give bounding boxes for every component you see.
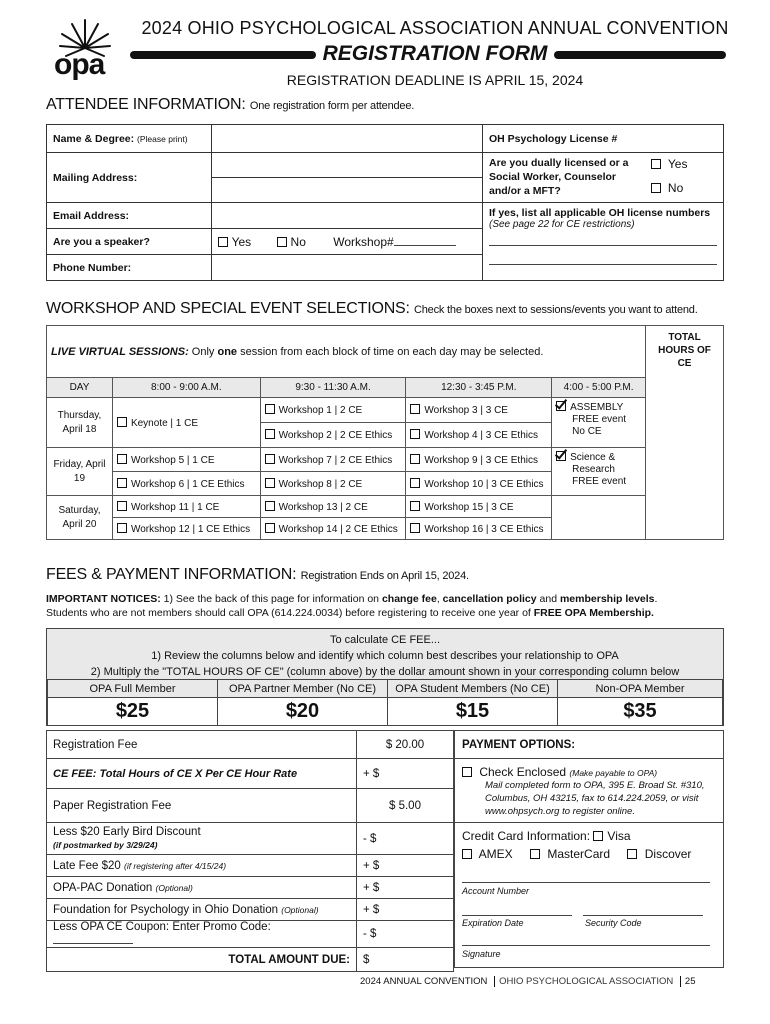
workshop-subheading: Check the boxes next to sessions/events you want to attend. bbox=[414, 304, 698, 316]
fee-paper-label: Paper Registration Fee bbox=[47, 789, 357, 823]
day-saturday: Saturday, April 20 bbox=[47, 496, 113, 540]
fee-ce-label: CE FEE: Total Hours of CE X Per CE Hour Rate bbox=[47, 759, 357, 789]
logo-text: opa bbox=[54, 48, 105, 81]
checked-checkbox-icon[interactable] bbox=[556, 451, 566, 461]
footer-association: OHIO PSYCHOLOGICAL ASSOCIATION bbox=[499, 976, 674, 987]
session-keynote[interactable]: Keynote | 1 CE bbox=[112, 398, 260, 448]
session-w14[interactable]: Workshop 14 | 2 CE Ethics bbox=[260, 518, 406, 540]
signature-label: Signature bbox=[462, 949, 501, 959]
convention-title: 2024 OHIO PSYCHOLOGICAL ASSOCIATION ANNUAL CONVENTION bbox=[141, 18, 729, 38]
fee-foundation-value[interactable]: + $ bbox=[357, 899, 454, 921]
speaker-yes-option[interactable]: Yes bbox=[218, 235, 252, 249]
tier-student-label: OPA Student Members (No CE) bbox=[388, 680, 558, 698]
checkbox-icon[interactable] bbox=[410, 404, 420, 414]
fee-ce-value[interactable]: + $ bbox=[357, 759, 454, 789]
workshop-number-field[interactable] bbox=[394, 234, 456, 246]
discover-option[interactable]: Discover bbox=[627, 847, 691, 861]
sessions-table bbox=[46, 325, 724, 540]
checkbox-icon[interactable] bbox=[265, 429, 275, 439]
col-8am: 8:00 - 9:00 A.M. bbox=[112, 378, 260, 398]
fee-table bbox=[46, 730, 454, 972]
total-due-value[interactable]: $ bbox=[357, 948, 454, 972]
checkbox-icon[interactable] bbox=[265, 454, 275, 464]
session-science[interactable]: Science & Research FREE event bbox=[552, 448, 646, 496]
fee-coupon-value[interactable]: - $ bbox=[357, 921, 454, 948]
license-line-2[interactable] bbox=[489, 249, 717, 265]
fee-late-value[interactable]: + $ bbox=[357, 855, 454, 877]
form-title: REGISTRATION FORM bbox=[322, 42, 548, 65]
checkbox-icon[interactable] bbox=[410, 501, 420, 511]
checkbox-icon[interactable] bbox=[117, 454, 127, 464]
session-w9[interactable]: Workshop 9 | 3 CE Ethics bbox=[406, 448, 552, 472]
fee-pac-value[interactable]: + $ bbox=[357, 877, 454, 899]
tier-partner-price: $20 bbox=[218, 698, 388, 726]
tier-table bbox=[47, 679, 723, 726]
fee-foundation-label: Foundation for Psychology in Ohio Donation bbox=[53, 903, 279, 916]
checkbox-icon[interactable] bbox=[593, 831, 603, 841]
attendee-heading: ATTENDEE INFORMATION: One registration form per attendee. bbox=[46, 96, 415, 113]
checkbox-icon[interactable] bbox=[117, 478, 127, 488]
checkbox-icon[interactable] bbox=[410, 429, 420, 439]
expiration-label: Expiration Date bbox=[462, 918, 524, 928]
session-w5[interactable]: Workshop 5 | 1 CE bbox=[112, 448, 260, 472]
checkbox-icon[interactable] bbox=[265, 478, 275, 488]
fees-heading: FEES & PAYMENT INFORMATION: Registration Ends on April 15, 2024. bbox=[46, 566, 469, 583]
mailing-field-2[interactable] bbox=[211, 178, 482, 203]
checkbox-icon[interactable] bbox=[117, 417, 127, 427]
checkbox-icon[interactable] bbox=[410, 523, 420, 533]
empty-cell bbox=[552, 496, 646, 540]
phone-field[interactable] bbox=[211, 255, 482, 281]
col-1230pm: 12:30 - 3:45 P.M. bbox=[406, 378, 552, 398]
fee-late-label: Late Fee $20 bbox=[53, 859, 121, 872]
license-label: OH Psychology License # bbox=[488, 132, 618, 145]
visa-option[interactable]: Visa bbox=[593, 829, 630, 843]
signature-field[interactable] bbox=[462, 932, 710, 946]
col-day: DAY bbox=[47, 378, 113, 398]
speaker-label: Are you a speaker? bbox=[47, 229, 212, 255]
fee-early-note: (if postmarked by 3/29/24) bbox=[53, 839, 158, 850]
email-field[interactable] bbox=[211, 203, 482, 229]
checkbox-icon[interactable] bbox=[117, 523, 127, 533]
account-number-field[interactable] bbox=[462, 869, 710, 883]
checked-checkbox-icon[interactable] bbox=[556, 401, 566, 411]
page-footer bbox=[360, 976, 696, 987]
fee-foundation-note: (Optional) bbox=[281, 904, 319, 915]
checkbox-icon[interactable] bbox=[410, 454, 420, 464]
fee-registration-label: Registration Fee bbox=[47, 731, 357, 759]
fee-registration-value: $ 20.00 bbox=[357, 731, 454, 759]
ce-calculation-box bbox=[46, 628, 724, 726]
mail-instructions: Mail completed form to OPA, 395 E. Broad St. #310, Columbus, OH 43215, fax to 614.224.2059, or visit www.ohpsych.org to register online. bbox=[485, 780, 705, 817]
mailing-field-1[interactable] bbox=[211, 153, 482, 178]
fee-early-label: Less $20 Early Bird Discount bbox=[53, 825, 201, 838]
tier-partner-label: OPA Partner Member (No CE) bbox=[218, 680, 388, 698]
phone-label: Phone Number: bbox=[47, 255, 212, 281]
security-code-field[interactable] bbox=[583, 902, 703, 916]
checkbox-icon[interactable] bbox=[462, 767, 472, 777]
session-w7[interactable]: Workshop 7 | 2 CE Ethics bbox=[260, 448, 406, 472]
day-thursday: Thursday, April 18 bbox=[47, 398, 113, 448]
workshop-number-label: Workshop# bbox=[333, 235, 394, 249]
fee-coupon-label: Less OPA CE Coupon: Enter Promo Code: bbox=[53, 921, 271, 933]
session-w12[interactable]: Workshop 12 | 1 CE Ethics bbox=[112, 518, 260, 540]
fee-late-note: (if registering after 4/15/24) bbox=[123, 860, 227, 871]
promo-code-field[interactable] bbox=[53, 933, 133, 944]
session-assembly[interactable]: ASSEMBLY FREE event No CE bbox=[552, 398, 646, 448]
security-code-label: Security Code bbox=[585, 918, 642, 928]
session-w16[interactable]: Workshop 16 | 3 CE Ethics bbox=[406, 518, 552, 540]
credit-card-label: Credit Card Information: bbox=[462, 829, 591, 843]
dual-license-question: Are you dually licensed or a Social Worker, Counselor and/or a MFT? bbox=[488, 157, 629, 197]
total-due-label: TOTAL AMOUNT DUE: bbox=[47, 948, 357, 972]
payment-title: PAYMENT OPTIONS: bbox=[455, 731, 723, 759]
calc-step-1: 1) Review the columns below and identify which column best describes your relationship to OPA bbox=[151, 650, 619, 662]
col-930am: 9:30 - 11:30 A.M. bbox=[260, 378, 406, 398]
checkbox-icon[interactable] bbox=[265, 501, 275, 511]
tier-nonmember-price: $35 bbox=[558, 698, 723, 726]
session-w1[interactable]: Workshop 1 | 2 CE bbox=[260, 398, 406, 423]
session-w13[interactable]: Workshop 13 | 2 CE bbox=[260, 496, 406, 518]
fee-early-value[interactable]: - $ bbox=[357, 823, 454, 855]
calc-step-2: 2) Multiply the "TOTAL HOURS OF CE" (column above) by the dollar amount shown in your corresponding column below bbox=[90, 666, 680, 678]
checkbox-icon[interactable] bbox=[218, 237, 228, 247]
fee-pac-note: (Optional) bbox=[155, 882, 193, 893]
checkbox-icon[interactable] bbox=[462, 849, 472, 859]
session-w8[interactable]: Workshop 8 | 2 CE bbox=[260, 472, 406, 496]
checkbox-icon[interactable] bbox=[651, 183, 661, 193]
day-friday: Friday, April 19 bbox=[47, 448, 113, 496]
checkbox-icon[interactable] bbox=[265, 523, 275, 533]
session-w10[interactable]: Workshop 10 | 3 CE Ethics bbox=[406, 472, 552, 496]
calc-title: To calculate CE FEE... bbox=[329, 634, 441, 646]
col-4pm: 4:00 - 5:00 P.M. bbox=[552, 378, 646, 398]
checkbox-icon[interactable] bbox=[651, 159, 661, 169]
mailing-label: Mailing Address: bbox=[47, 153, 212, 203]
license-list-hint: (See page 22 for CE restrictions) bbox=[488, 219, 635, 230]
live-sessions-note: LIVE VIRTUAL SESSIONS: Only one session from each block of time on each day may be selected. bbox=[47, 326, 646, 378]
workshop-heading: WORKSHOP AND SPECIAL EVENT SELECTIONS: Check the boxes next to sessions/events you want to attend. bbox=[46, 300, 698, 317]
checkbox-icon[interactable] bbox=[410, 478, 420, 488]
form-title-bar bbox=[130, 42, 726, 68]
session-w4[interactable]: Workshop 4 | 3 CE Ethics bbox=[406, 423, 552, 448]
name-field[interactable] bbox=[211, 125, 482, 153]
session-w3[interactable]: Workshop 3 | 3 CE bbox=[406, 398, 552, 423]
registration-deadline: REGISTRATION DEADLINE IS APRIL 15, 2024 bbox=[286, 72, 584, 88]
attendee-table: Name & Degree: (Please print) OH Psychology License # Mailing Address: Are you dually licensed or a Social Worker, Counselor and/or a MFT? Yes No Email Address: If yes, list all applicable OH license numbers (See page 22 for CE restrictions) Are you a speaker? Yes No Workshop# Phone Number: bbox=[46, 124, 724, 281]
tier-nonmember-label: Non-OPA Member bbox=[558, 680, 723, 698]
checkbox-icon[interactable] bbox=[627, 849, 637, 859]
session-w2[interactable]: Workshop 2 | 2 CE Ethics bbox=[260, 423, 406, 448]
important-notices: IMPORTANT NOTICES: 1) See the back of this page for information on change fee, cancellation policy and membership levels. Students who are not members should call OPA (614.224.0034) before registering to receive one year of FREE OPA Membership. bbox=[46, 593, 658, 619]
fee-pac-label: OPA-PAC Donation bbox=[53, 881, 153, 894]
check-option[interactable]: Check Enclosed (Make payable to OPA) bbox=[455, 759, 723, 779]
session-w6[interactable]: Workshop 6 | 1 CE Ethics bbox=[112, 472, 260, 496]
tier-student-price: $15 bbox=[388, 698, 558, 726]
email-label: Email Address: bbox=[47, 203, 212, 229]
opa-logo bbox=[52, 14, 118, 80]
checkbox-icon[interactable] bbox=[277, 237, 287, 247]
payment-options-box bbox=[454, 730, 724, 968]
checkbox-icon[interactable] bbox=[265, 404, 275, 414]
account-number-label: Account Number bbox=[462, 886, 530, 896]
dual-yes-option[interactable]: Yes bbox=[651, 157, 688, 171]
checkbox-icon[interactable] bbox=[530, 849, 540, 859]
session-w11[interactable]: Workshop 11 | 1 CE bbox=[112, 496, 260, 518]
session-w15[interactable]: Workshop 15 | 3 CE bbox=[406, 496, 552, 518]
attendee-subheading: One registration form per attendee. bbox=[249, 100, 415, 112]
license-list-label: If yes, list all applicable OH license numbers bbox=[488, 207, 711, 219]
expiration-field[interactable] bbox=[462, 902, 572, 916]
checkbox-icon[interactable] bbox=[117, 501, 127, 511]
tier-full-label: OPA Full Member bbox=[48, 680, 218, 698]
amex-option[interactable]: AMEX bbox=[462, 847, 513, 861]
footer-page-number: 25 bbox=[684, 976, 696, 987]
tier-full-price: $25 bbox=[48, 698, 218, 726]
fee-paper-value: $ 5.00 bbox=[357, 789, 454, 823]
speaker-no-option[interactable]: No bbox=[277, 235, 306, 249]
mastercard-option[interactable]: MasterCard bbox=[530, 847, 610, 861]
total-hours-column[interactable]: TOTAL HOURS OF CE bbox=[646, 326, 724, 540]
fees-subheading: Registration Ends on April 15, 2024. bbox=[300, 570, 469, 582]
dual-no-option[interactable]: No bbox=[651, 181, 683, 195]
footer-convention: 2024 ANNUAL CONVENTION bbox=[360, 976, 488, 987]
license-line-1[interactable] bbox=[489, 230, 717, 246]
